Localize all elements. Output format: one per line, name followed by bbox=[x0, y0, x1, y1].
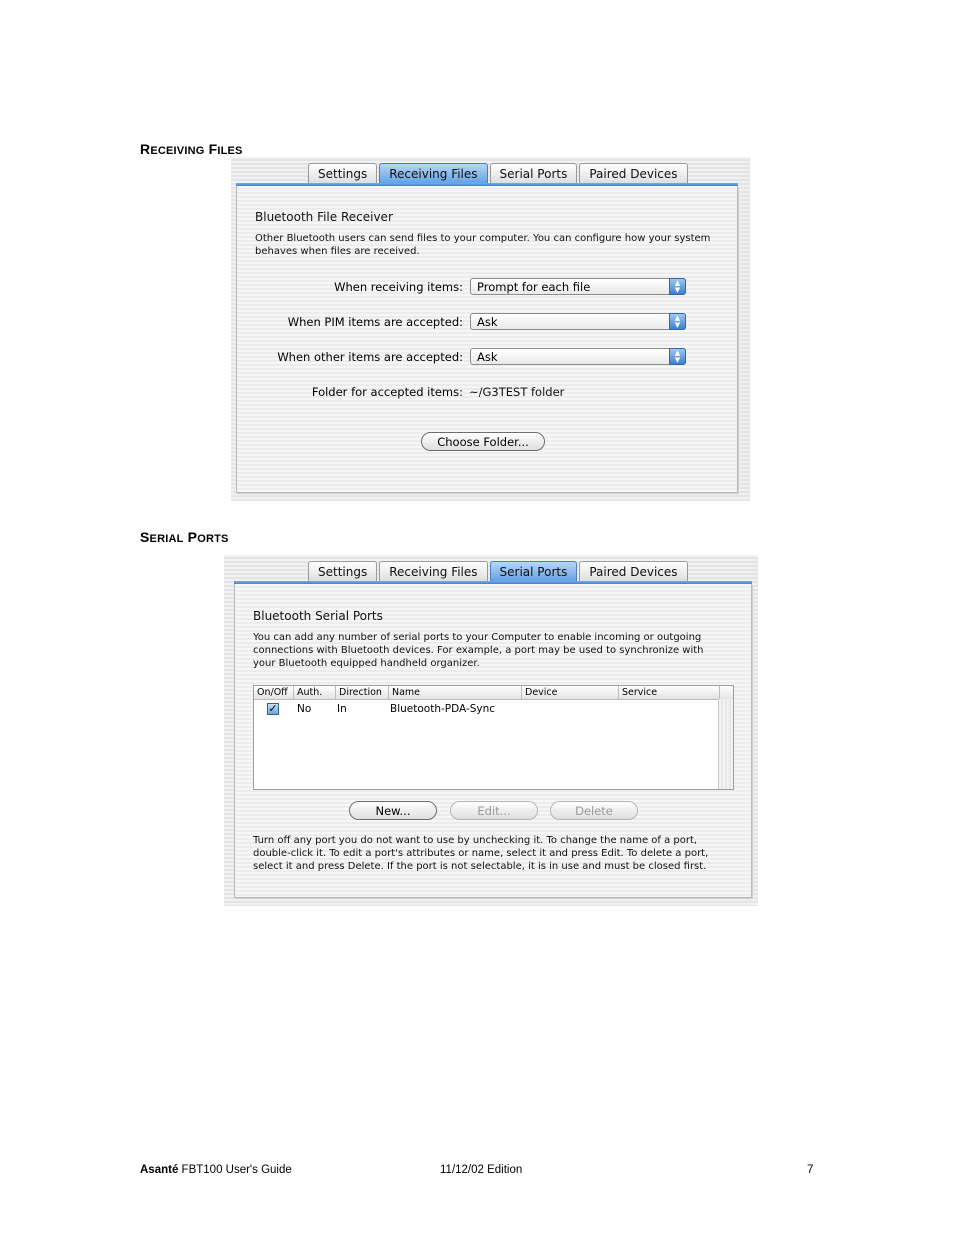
footer-brand: Asanté bbox=[140, 1164, 179, 1176]
receiving-items-popup[interactable] bbox=[470, 278, 686, 295]
tab-receiving-files[interactable]: Receiving Files bbox=[379, 163, 487, 184]
group-title: Bluetooth Serial Ports bbox=[253, 609, 383, 623]
tab-receiving-files[interactable]: Receiving Files bbox=[379, 561, 487, 582]
pim-items-value: Ask bbox=[477, 315, 498, 329]
serial-ports-screenshot bbox=[224, 555, 758, 906]
popup-arrows-icon: ▲ ▼ bbox=[669, 278, 686, 295]
tab-paired-devices[interactable]: Paired Devices bbox=[579, 561, 687, 582]
port-enabled-checkbox[interactable]: ✓ bbox=[268, 702, 278, 715]
tab-serial-ports[interactable]: Serial Ports bbox=[490, 561, 578, 582]
footer-edition: 11/12/02 Edition bbox=[440, 1164, 523, 1176]
footer-guide-title: FBT100 User's Guide bbox=[178, 1164, 292, 1176]
other-items-popup[interactable] bbox=[470, 348, 686, 365]
other-items-value: Ask bbox=[477, 350, 498, 364]
edit-port-button[interactable]: Edit... bbox=[450, 801, 538, 820]
receiver-panel bbox=[236, 186, 738, 493]
receiving-items-label: When receiving items: bbox=[334, 280, 463, 294]
serial-ports-panel bbox=[234, 584, 752, 898]
help-text: Turn off any port you do not want to use by unchecking it. To change the name of a port, double-click it. To edit a port's attributes or name, select it and press Edit. To delete a port, select it and press Delete. If the port is not selectable, it is in use and must be closed first. bbox=[253, 835, 709, 872]
tab-settings[interactable]: Settings bbox=[308, 561, 377, 582]
choose-folder-button[interactable]: Choose Folder... bbox=[421, 432, 545, 451]
tab-bar bbox=[308, 561, 690, 582]
column-direction[interactable]: Direction bbox=[336, 686, 389, 699]
tab-serial-ports[interactable]: Serial Ports bbox=[490, 163, 578, 184]
column-name[interactable]: Name bbox=[389, 686, 522, 699]
footer-page-number: 7 bbox=[807, 1164, 814, 1176]
row-auth: No bbox=[297, 703, 312, 715]
popup-arrows-icon: ▲ ▼ bbox=[669, 348, 686, 365]
other-items-label: When other items are accepted: bbox=[277, 350, 463, 364]
section-heading-serial-ports: SERIAL PORTS bbox=[140, 529, 229, 545]
column-on-off[interactable]: On/Off bbox=[254, 686, 294, 699]
delete-port-button[interactable]: Delete bbox=[550, 801, 638, 820]
new-port-button[interactable]: New... bbox=[349, 801, 437, 820]
table-scrollbar[interactable] bbox=[718, 699, 733, 789]
popup-arrows-icon: ▲ ▼ bbox=[669, 313, 686, 330]
tab-bar bbox=[308, 163, 690, 184]
pim-items-popup[interactable] bbox=[470, 313, 686, 330]
folder-value: ~/G3TEST folder bbox=[469, 385, 565, 399]
section-heading-receiving-files: RECEIVING FILES bbox=[140, 141, 243, 157]
receiving-items-value: Prompt for each file bbox=[477, 280, 591, 294]
group-description: You can add any number of serial ports to your Computer to enable incoming or outgoing connections with Bluetooth devices. For example, a port may be used to synchronize with your Bluetooth equipped handheld organizer. bbox=[253, 632, 704, 669]
table-header bbox=[254, 686, 733, 700]
row-direction: In bbox=[337, 703, 347, 715]
serial-ports-table bbox=[253, 685, 734, 790]
tab-paired-devices[interactable]: Paired Devices bbox=[579, 163, 687, 184]
column-device[interactable]: Device bbox=[522, 686, 619, 699]
column-service[interactable]: Service bbox=[619, 686, 720, 699]
footer-guide bbox=[140, 1164, 292, 1176]
column-auth[interactable]: Auth. bbox=[294, 686, 336, 699]
receiving-files-screenshot bbox=[231, 157, 750, 501]
group-title: Bluetooth File Receiver bbox=[255, 210, 393, 224]
row-name: Bluetooth-PDA-Sync bbox=[390, 703, 496, 715]
pim-items-label: When PIM items are accepted: bbox=[287, 315, 463, 329]
tab-settings[interactable]: Settings bbox=[308, 163, 377, 184]
folder-label: Folder for accepted items: bbox=[311, 385, 463, 399]
group-description: Other Bluetooth users can send files to your computer. You can configure how your system behaves when files are received. bbox=[255, 233, 711, 257]
